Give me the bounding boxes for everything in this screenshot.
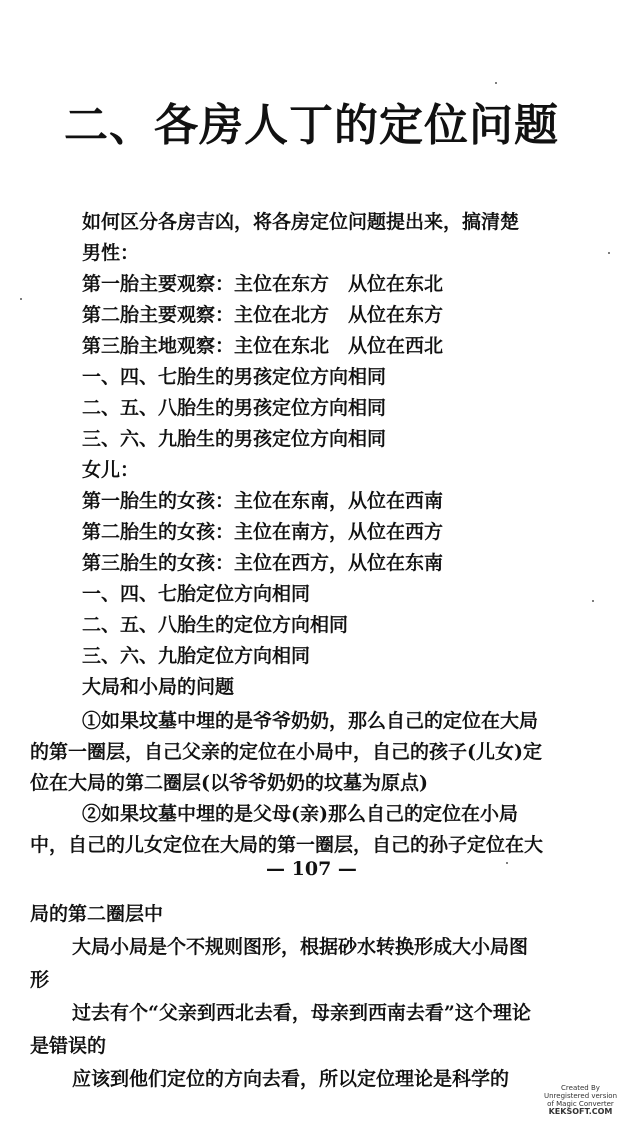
watermark-site: KEKSOFT.COM [548,1107,613,1116]
text-line: ②如果坟墓中埋的是父母(亲)那么自己的定位在小局 [82,803,518,825]
text-line: 第一胎主要观察：主位在东方 从位在东北 [82,273,444,295]
text-line: 第三胎主地观察：主位在东北 从位在西北 [82,335,444,357]
text-line: 一、四、七胎生的男孩定位方向相同 [82,366,387,388]
text-line: 第二胎生的女孩：主位在南方，从位在西方 [82,521,444,543]
scan-speck [592,600,594,602]
converter-watermark [544,1084,617,1116]
text-line: 女儿： [82,459,140,481]
scan-speck [506,862,508,864]
watermark-line: of Magic Converter [547,1100,614,1108]
text-line: 是错误的 [30,1035,107,1057]
text-line: 形 [30,969,50,991]
text-line: 过去有个“父亲到西北去看，母亲到西南去看”这个理论 [72,1002,531,1024]
scan-speck [20,298,22,300]
text-line: 大局和小局的问题 [82,676,235,698]
text-line: 中，自己的儿女定位在大局的第一圈层，自己的孙子定位在大 [30,834,544,856]
text-line: 一、四、七胎定位方向相同 [82,583,311,605]
text-line: 第三胎生的女孩：主位在西方，从位在东南 [82,552,444,574]
watermark-line: Unregistered version [543,1092,617,1100]
scan-speck [608,252,610,254]
text-line: 二、五、八胎生的男孩定位方向相同 [82,397,387,419]
text-line: 三、六、九胎定位方向相同 [82,645,311,667]
text-line: 大局小局是个不规则图形，根据砂水转换形成大小局图 [72,936,529,958]
text-line: 的第一圈层，自己父亲的定位在小局中，自己的孩子(儿女)定 [30,741,542,763]
watermark-line: Created By [561,1084,600,1092]
text-line: 三、六、九胎生的男孩定位方向相同 [82,428,387,450]
page-number: — 107 — [266,858,357,880]
page-title: 二、各房人丁的定位问题 [64,100,559,151]
scan-speck [495,82,497,84]
text-line: 第一胎生的女孩：主位在东南，从位在西南 [82,490,444,512]
text-line: 位在大局的第二圈层(以爷爷奶奶的坟墓为原点) [30,772,428,794]
text-line: 局的第二圈层中 [30,903,164,925]
text-line: 如何区分各房吉凶，将各房定位问题提出来，搞清楚 [82,211,520,233]
text-line: ①如果坟墓中埋的是爷爷奶奶，那么自己的定位在大局 [82,710,539,732]
text-line: 男性： [82,242,140,264]
text-line: 二、五、八胎生的定位方向相同 [82,614,349,636]
text-line: 第二胎主要观察：主位在北方 从位在东方 [82,304,444,326]
text-line: 应该到他们定位的方向去看，所以定位理论是科学的 [72,1068,510,1090]
